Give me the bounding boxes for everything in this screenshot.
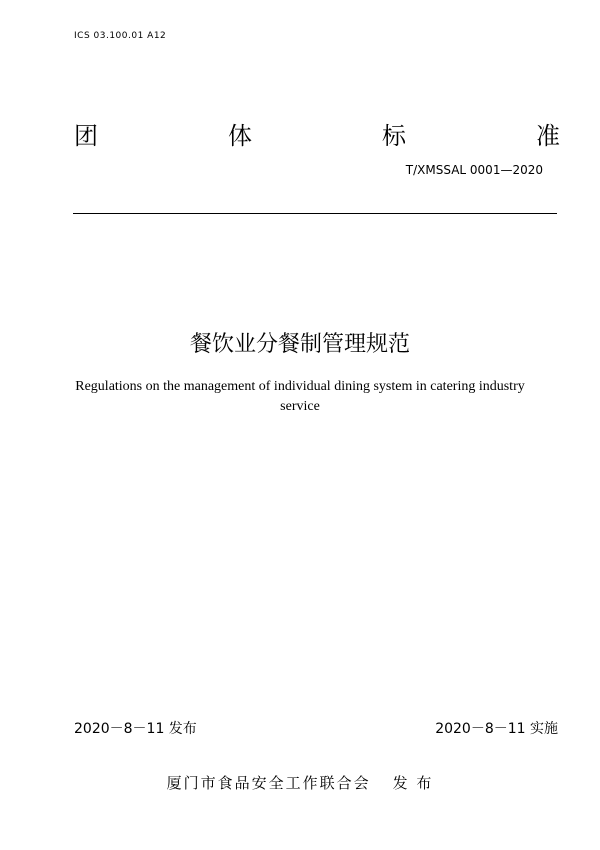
document-title-cn: 餐饮业分餐制管理规范 [189,332,410,357]
standard-type-char: 团 [74,122,98,150]
standard-type-char: 准 [536,122,560,150]
implement-date: 2020－8－11 实施 [435,721,558,737]
issuer-action: 发 布 [392,774,434,792]
header-divider [73,213,557,214]
issuer-line [0,772,600,793]
ics-code: ICS 03.100.01 A12 [74,31,167,41]
standard-code: T/XMSSAL 0001—2020 [405,163,543,177]
issuer-organization: 厦门市食品安全工作联合会 [166,774,371,792]
standard-type-char: 体 [228,122,252,150]
document-title-en: Regulations on the management of individual dining system in catering industry service [75,379,525,414]
standard-type-heading [74,116,560,150]
standard-type-char: 标 [382,122,406,150]
publish-date: 2020－8－11 发布 [74,721,197,737]
